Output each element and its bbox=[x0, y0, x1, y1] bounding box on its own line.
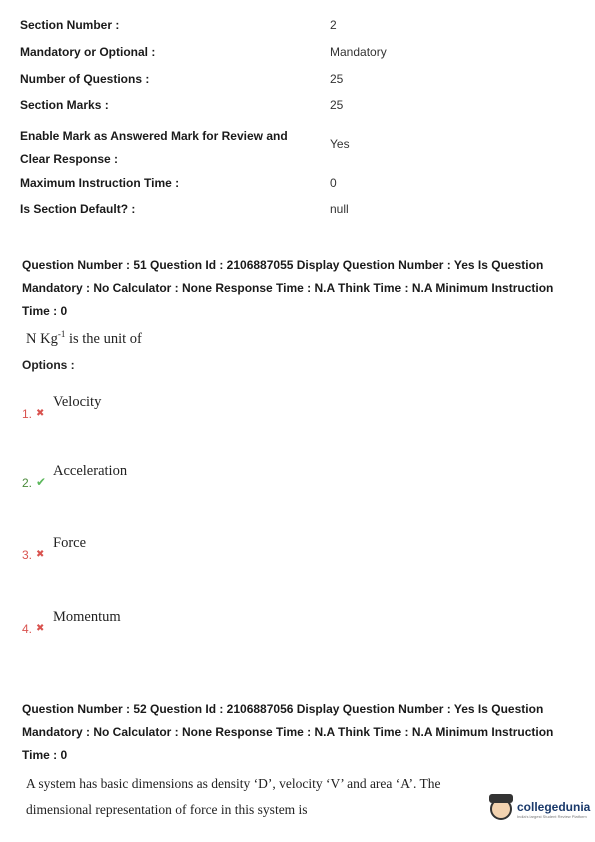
enable-mark-label bbox=[20, 125, 330, 171]
q51-question-text bbox=[26, 329, 142, 348]
check-icon: ✔ bbox=[36, 475, 47, 489]
q51-header-line2: Mandatory : No Calculator : None Response Time : N.A Think Time : N.A Minimum Instruction bbox=[22, 281, 554, 295]
section-default-value: null bbox=[330, 202, 349, 216]
mandatory-value: Mandatory bbox=[330, 45, 387, 59]
option-3-text: Force bbox=[53, 535, 87, 551]
option-2-number: 2. bbox=[22, 476, 33, 490]
cross-icon: ✖ bbox=[36, 623, 45, 634]
q51-text-sup: -1 bbox=[57, 329, 66, 339]
num-questions-label: Number of Questions : bbox=[20, 72, 150, 86]
q51-text-rest: is the unit of bbox=[65, 330, 142, 347]
mandatory-row bbox=[20, 45, 387, 59]
logo-brand bbox=[517, 800, 590, 819]
section-marks-row bbox=[20, 98, 343, 112]
section-marks-label: Section Marks : bbox=[20, 98, 109, 112]
q51-header bbox=[22, 254, 582, 323]
mandatory-label: Mandatory or Optional : bbox=[20, 45, 156, 59]
q52-header-line1: Question Number : 52 Question Id : 2106887056 Display Question Number : Yes Is Question bbox=[22, 702, 544, 716]
section-marks-value: 25 bbox=[330, 98, 344, 112]
num-questions-value: 25 bbox=[330, 72, 344, 86]
max-instruction-value: 0 bbox=[330, 176, 337, 190]
q52-question-text bbox=[26, 771, 456, 823]
cross-icon: ✖ bbox=[36, 408, 45, 419]
q52-text-line1: A system has basic dimensions as density ‘D’, velocity ‘V’ and area ‘A’. The bbox=[26, 776, 441, 791]
enable-mark-label-line2: Clear Response : bbox=[20, 152, 119, 166]
q52-text-line2: dimensional representation of force in this system is bbox=[26, 802, 308, 817]
num-questions-row bbox=[20, 72, 343, 86]
q51-header-line3: Time : 0 bbox=[22, 304, 68, 318]
section-default-label: Is Section Default? : bbox=[20, 202, 136, 216]
option-1-text: Velocity bbox=[53, 394, 102, 410]
q52-header bbox=[22, 698, 582, 767]
collegedunia-logo bbox=[490, 798, 590, 820]
option-2-text: Acceleration bbox=[53, 463, 128, 479]
enable-mark-label-line1: Enable Mark as Answered Mark for Review and bbox=[20, 129, 288, 143]
section-number-label: Section Number : bbox=[20, 18, 120, 32]
cross-icon: ✖ bbox=[36, 549, 45, 560]
option-4-number: 4. bbox=[22, 622, 33, 636]
enable-mark-row bbox=[20, 125, 350, 171]
q51-text-main: N Kg bbox=[26, 330, 58, 347]
enable-mark-value: Yes bbox=[330, 137, 350, 151]
option-4-text: Momentum bbox=[53, 609, 121, 625]
graduate-face-icon bbox=[490, 798, 512, 820]
options-label: Options : bbox=[22, 358, 75, 372]
q51-header-line1: Question Number : 51 Question Id : 2106887055 Display Question Number : Yes Is Question bbox=[22, 258, 544, 272]
logo-tagline: India's largest Student Review Platform bbox=[517, 813, 587, 819]
section-default-row bbox=[20, 202, 349, 216]
section-number-value: 2 bbox=[330, 18, 337, 32]
max-instruction-row bbox=[20, 176, 337, 190]
q52-header-line3: Time : 0 bbox=[22, 748, 68, 762]
option-3-number: 3. bbox=[22, 548, 33, 562]
option-1-number: 1. bbox=[22, 407, 33, 421]
logo-name: collegedunia bbox=[517, 799, 591, 814]
max-instruction-label: Maximum Instruction Time : bbox=[20, 176, 180, 190]
section-number-row bbox=[20, 18, 337, 32]
q52-header-line2: Mandatory : No Calculator : None Response Time : N.A Think Time : N.A Minimum Instruction bbox=[22, 725, 554, 739]
